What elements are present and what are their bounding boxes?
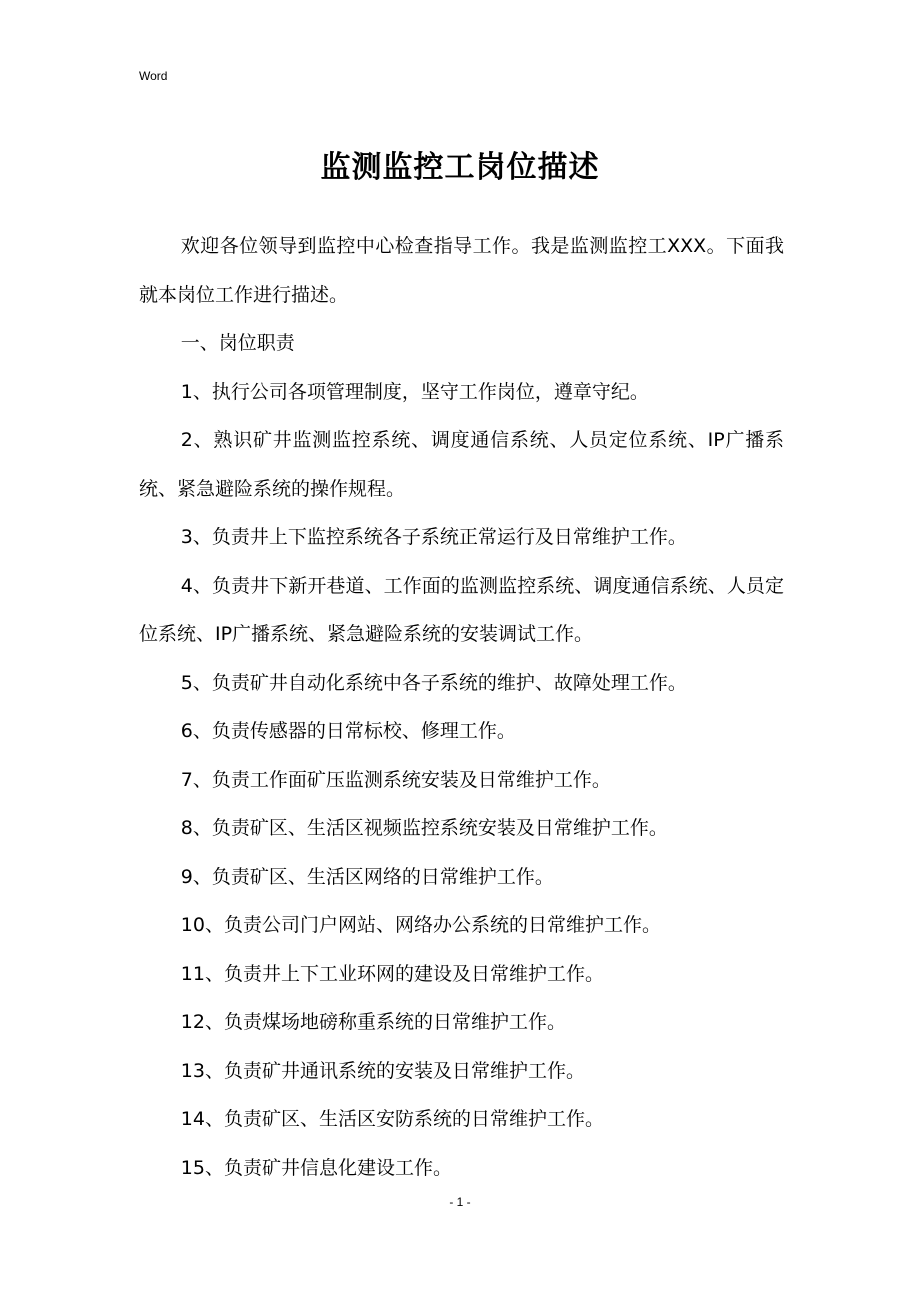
list-item: 8、负责矿区、生活区视频监控系统安装及日常维护工作。 bbox=[180, 817, 668, 839]
list-item: 4、负责井下新开巷道、工作面的监测监控系统、调度通信系统、人员定位系统、IP广播系统、紧急避险系统的安装调试工作。 bbox=[139, 574, 784, 645]
document-body bbox=[139, 222, 784, 1192]
page-number: - 1 - bbox=[449, 1195, 471, 1209]
section-heading: 一、岗位职责 bbox=[180, 332, 295, 354]
list-item: 2、熟识矿井监测监控系统、调度通信系统、人员定位系统、IP广播系统、紧急避险系统的操作规程。 bbox=[139, 429, 784, 500]
list-item: 11、负责井上下工业环网的建设及日常维护工作。 bbox=[180, 962, 604, 985]
list-item: 6、负责传感器的日常标校、修理工作。 bbox=[180, 720, 516, 742]
list-item: 3、负责井上下监控系统各子系统正常运行及日常维护工作。 bbox=[180, 526, 687, 548]
list-item: 14、负责矿区、生活区安防系统的日常维护工作。 bbox=[180, 1108, 604, 1130]
list-item: 9、负责矿区、生活区网络的日常维护工作。 bbox=[180, 865, 554, 888]
list-item: 5、负责矿井自动化系统中各子系统的维护、故障处理工作。 bbox=[180, 671, 687, 694]
list-item: 15、负责矿井信息化建设工作。 bbox=[180, 1156, 452, 1179]
list-item: 12、负责煤场地磅称重系统的日常维护工作。 bbox=[180, 1011, 566, 1033]
list-item: 13、负责矿井通讯系统的安装及日常维护工作。 bbox=[180, 1059, 585, 1082]
header-label: Word bbox=[139, 69, 168, 83]
list-item: 7、负责工作面矿压监测系统安装及日常维护工作。 bbox=[180, 768, 611, 791]
list-item: 1、执行公司各项管理制度，坚守工作岗位，遵章守纪。 bbox=[180, 380, 649, 403]
list-item: 10、负责公司门户网站、网络办公系统的日常维护工作。 bbox=[180, 914, 661, 936]
page-title: 监测监控工岗位描述 bbox=[320, 150, 600, 185]
intro-paragraph: 欢迎各位领导到监控中心检查指导工作。我是监测监控工XXX。下面我就本岗位工作进行描述。 bbox=[139, 235, 784, 306]
